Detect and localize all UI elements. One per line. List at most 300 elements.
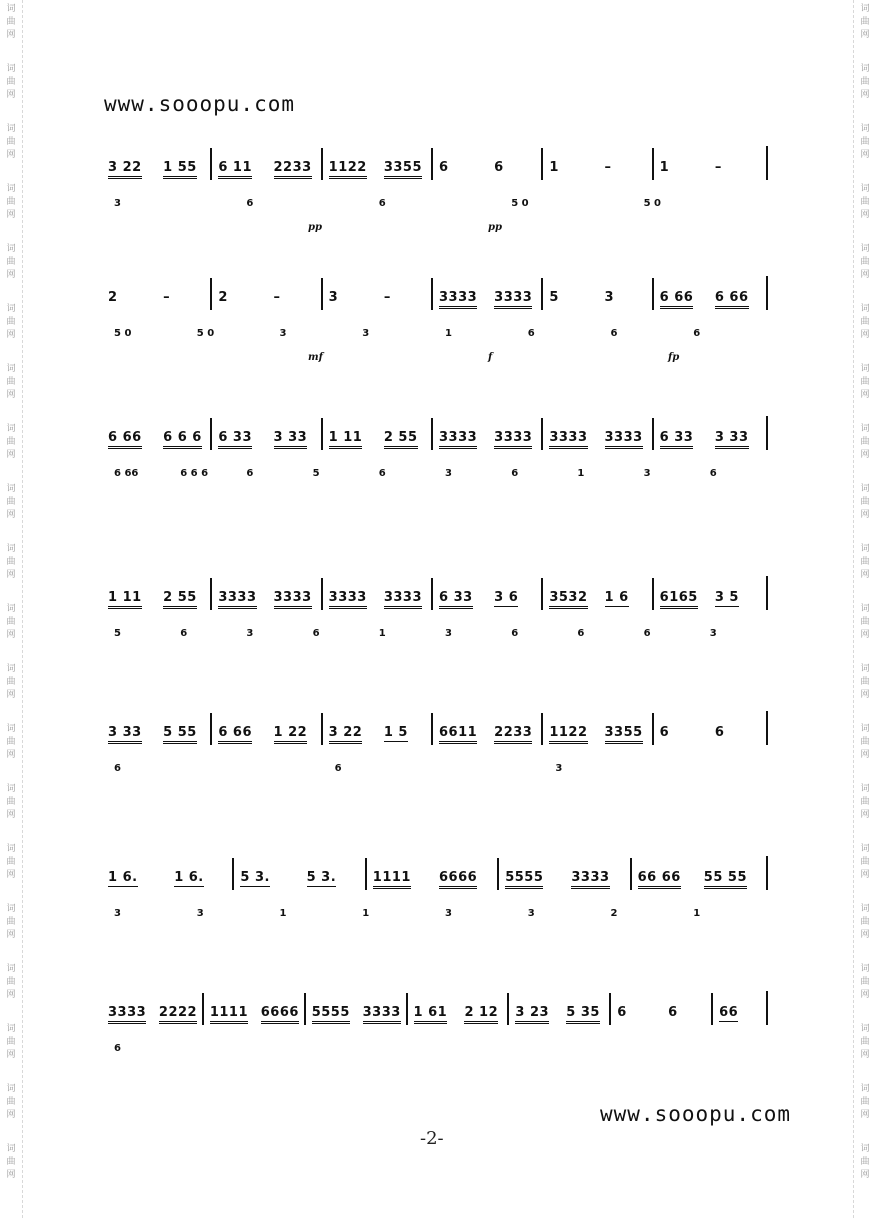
dynamic-marking: fp [668,352,680,363]
melody-note: 1 11 [329,430,363,449]
watermark-char: 网 [860,1110,870,1120]
melody-note: 2222 [159,1005,197,1024]
watermark-char: 网 [6,30,16,40]
accompaniment-note: 6 [378,468,386,479]
barline [652,578,654,610]
barline [431,418,433,450]
barline-end [766,711,768,745]
accompaniment-note: 6 [246,468,254,479]
accompaniment-note: 3 [246,628,254,639]
watermark-char: 网 [6,930,16,940]
accompaniment-note: 3 [643,468,651,479]
melody-note: 3333 [363,1005,401,1024]
watermark-char: 曲 [860,1157,870,1167]
accompaniment-note: 6 [511,628,519,639]
melody-note: 6 [668,1005,678,1020]
accompaniment-note: 6 [643,628,651,639]
watermark-char: 曲 [860,797,870,807]
barline [652,278,654,310]
watermark-char: 网 [860,30,870,40]
watermark-char: 曲 [860,1037,870,1047]
barline [652,148,654,180]
watermark-char: 网 [860,90,870,100]
watermark-char: 网 [6,570,16,580]
right-watermark-strip [853,0,876,1218]
watermark-char: 网 [6,270,16,280]
watermark-char: 词 [860,244,870,254]
melody-note: 1 [659,160,670,175]
watermark-char: 网 [860,630,870,640]
melody-note: 6 11 [218,160,252,179]
watermark-char: 曲 [6,857,16,867]
melody-note: – [273,290,281,305]
melody-note: 1111 [210,1005,248,1024]
melody-note: 55 55 [704,870,747,889]
melody-note: 3532 [549,590,587,609]
watermark-char: 词 [6,364,16,374]
melody-note: 3333 [439,290,477,309]
melody-note: 6 66 [108,430,142,449]
melody-note: 6 66 [715,290,749,309]
barline [541,148,543,180]
melody-note: 6165 [660,590,698,609]
dynamic-marking: mf [308,352,323,363]
barline [210,578,212,610]
accompaniment-note: 3 [114,908,121,919]
barline [406,993,408,1025]
watermark-char: 网 [6,990,16,1000]
watermark-char: 曲 [860,857,870,867]
watermark-char: 网 [6,450,16,460]
watermark-char: 词 [860,604,870,614]
watermark-char: 词 [860,964,870,974]
melody-note: 3355 [605,725,643,744]
watermark-char: 词 [860,1144,870,1154]
watermark-char: 曲 [6,137,16,147]
melody-note: 1 [549,160,559,175]
melody-note: 1 61 [414,1005,448,1024]
melody-note: – [163,290,171,305]
watermark-char: 词 [6,664,16,674]
melody-note: 1111 [373,870,411,889]
accompaniment-note: 6 66 [114,468,139,479]
watermark-char: 曲 [860,137,870,147]
melody-note: 5 55 [163,725,197,744]
watermark-char: 词 [860,1024,870,1034]
melody-note: 6 [494,160,504,175]
melody-note: 6 [617,1005,627,1020]
barline [541,713,543,745]
accompaniment-note: 5 0 [114,328,132,339]
barline [609,993,611,1025]
watermark-char: 词 [6,184,16,194]
watermark-char: 网 [860,990,870,1000]
melody-note: 6 [659,725,670,740]
watermark-char: 网 [860,1170,870,1180]
melody-note: 6 [714,725,725,740]
melody-note: 1 55 [163,160,197,179]
barline [321,278,323,310]
watermark-char: 网 [860,870,870,880]
accompaniment-note: 3 [114,198,121,209]
watermark-char: 曲 [860,497,870,507]
melody-note: 6 66 [660,290,694,309]
melody-note: 6 33 [660,430,694,449]
melody-note: 6666 [439,870,477,889]
barline [431,578,433,610]
watermark-char: 曲 [6,377,16,387]
melody-note: – [604,160,612,175]
watermark-char: 词 [6,244,16,254]
watermark-char: 词 [860,664,870,674]
watermark-char: 网 [860,750,870,760]
watermark-char: 词 [6,1084,16,1094]
watermark-char: 网 [860,510,870,520]
melody-note: 3 [328,290,339,305]
barline [210,418,212,450]
accompaniment-note: 6 [246,198,254,209]
dynamic-marking: pp [488,222,502,233]
melody-note: 3 5 [714,590,739,605]
watermark-char: 词 [6,4,16,14]
barline [541,418,543,450]
melody-note: 5 3. [240,870,270,885]
watermark-char: 曲 [6,797,16,807]
melody-note: 6 [439,160,449,175]
melody-note: 1 6. [174,870,204,885]
watermark-char: 网 [860,930,870,940]
melody-note: 2 55 [384,430,418,449]
watermark-char: 曲 [6,77,16,87]
watermark-char: 曲 [6,977,16,987]
watermark-char: 曲 [860,617,870,627]
accompaniment-note: 6 [511,468,519,479]
barline [630,858,632,890]
watermark-char: 词 [860,484,870,494]
barline-end [766,576,768,610]
melody-note: 66 66 [638,870,681,889]
watermark-char: 词 [6,724,16,734]
melody-note: 1 6. [108,870,138,885]
melody-note: 5555 [312,1005,350,1024]
watermark-char: 曲 [860,1097,870,1107]
accompaniment-note: 6 [693,328,701,339]
melody-note: 3 33 [715,430,749,449]
accompaniment-note: 1 [577,468,585,479]
watermark-char: 网 [6,210,16,220]
watermark-char: 曲 [860,257,870,267]
accompaniment-note: 1 [445,328,452,339]
accompaniment-note: 2 [610,908,618,919]
accompaniment-note: 1 [279,908,287,919]
watermark-char: 词 [6,484,16,494]
melody-note: 2 55 [163,590,197,609]
watermark-char: 网 [860,390,870,400]
watermark-char: 网 [6,630,16,640]
melody-note: 5 [549,290,559,305]
accompaniment-note: 6 [527,328,535,339]
barline [365,858,367,890]
accompaniment-note: 3 [445,628,452,639]
melody-note: 6 66 [218,725,252,744]
watermark-char: 网 [860,810,870,820]
melody-note: 2 12 [464,1005,498,1024]
watermark-char: 网 [860,570,870,580]
barline [321,713,323,745]
watermark-char: 曲 [6,677,16,687]
watermark-char: 网 [6,1170,16,1180]
barline-end [766,276,768,310]
watermark-char: 网 [860,270,870,280]
accompaniment-note: 3 [709,628,717,639]
melody-note: 2 [108,290,118,305]
accompaniment-note: 3 [196,908,204,919]
watermark-char: 曲 [860,197,870,207]
watermark-char: 词 [6,1024,16,1034]
watermark-char: 词 [6,124,16,134]
melody-note: 1 6 [604,590,629,605]
watermark-char: 词 [860,424,870,434]
melody-note: 5 3. [306,870,337,885]
melody-note: 3 33 [108,725,142,744]
accompaniment-note: 3 [555,763,563,774]
watermark-char: 词 [6,64,16,74]
watermark-char: 曲 [860,437,870,447]
accompaniment-note: 6 [709,468,717,479]
watermark-char: 网 [860,450,870,460]
melody-note: – [383,290,391,305]
watermark-char: 词 [860,724,870,734]
watermark-char: 词 [860,544,870,554]
watermark-char: 词 [6,604,16,614]
barline-end [766,416,768,450]
watermark-char: 网 [860,690,870,700]
melody-note: 5555 [505,870,543,889]
header-url: www.sooopu.com [104,92,296,116]
accompaniment-note: 3 [445,468,452,479]
watermark-char: 网 [6,150,16,160]
melody-note: 3333 [571,870,609,889]
watermark-char: 词 [6,424,16,434]
melody-note: 2233 [494,725,532,744]
watermark-char: 网 [6,810,16,820]
watermark-char: 曲 [860,917,870,927]
melody-note: 3333 [274,590,312,609]
watermark-char: 词 [860,64,870,74]
watermark-char: 曲 [6,17,16,27]
accompaniment-note: 1 [378,628,386,639]
barline [431,713,433,745]
watermark-char: 词 [860,1084,870,1094]
watermark-char: 曲 [860,17,870,27]
accompaniment-note: 6 [180,628,188,639]
watermark-char: 曲 [6,557,16,567]
melody-note: 1122 [549,725,587,744]
watermark-char: 词 [6,304,16,314]
watermark-char: 曲 [6,437,16,447]
watermark-char: 曲 [6,317,16,327]
page-number: -2- [420,1128,444,1149]
barline [711,993,713,1025]
watermark-char: 曲 [6,497,16,507]
melody-note: 3333 [218,590,256,609]
melody-note: 6666 [261,1005,299,1024]
watermark-char: 曲 [6,617,16,627]
watermark-char: 词 [860,184,870,194]
watermark-char: 曲 [860,977,870,987]
watermark-char: 网 [6,90,16,100]
barline [210,713,212,745]
watermark-char: 网 [860,1050,870,1060]
melody-note: 3333 [549,430,587,449]
watermark-char: 曲 [860,317,870,327]
accompaniment-note: 1 [362,908,370,919]
melody-note: 3333 [439,430,477,449]
watermark-char: 曲 [860,77,870,87]
melody-note: 3 33 [274,430,308,449]
watermark-char: 词 [860,904,870,914]
melody-note: 1 22 [274,725,308,744]
barline [210,278,212,310]
melody-note: 3 23 [515,1005,549,1024]
barline [321,418,323,450]
accompaniment-note: 6 [312,628,320,639]
watermark-char: 网 [860,150,870,160]
barline [431,148,433,180]
watermark-char: 网 [6,510,16,520]
barline [304,993,306,1025]
melody-note: 3 22 [329,725,363,744]
dynamic-marking: pp [308,222,322,233]
melody-note: 3333 [108,1005,146,1024]
barline [210,148,212,180]
melody-note: 3 6 [494,590,519,605]
watermark-char: 词 [860,304,870,314]
melody-note: 3333 [494,430,532,449]
watermark-char: 网 [6,330,16,340]
melody-note: 2 [218,290,228,305]
accompaniment-note: 1 [693,908,701,919]
melody-note: 3333 [605,430,643,449]
accompaniment-note: 6 [114,763,121,774]
watermark-char: 词 [6,784,16,794]
watermark-char: 词 [6,844,16,854]
melody-note: 1122 [329,160,367,179]
accompaniment-note: 6 [610,328,618,339]
barline [321,148,323,180]
barline [541,278,543,310]
accompaniment-note: 5 0 [643,198,661,209]
accompaniment-note: 5 0 [196,328,215,339]
barline [321,578,323,610]
watermark-char: 网 [860,330,870,340]
melody-note: 6611 [439,725,477,744]
melody-note: 3333 [494,290,532,309]
watermark-char: 网 [6,690,16,700]
accompaniment-note: 6 [334,763,342,774]
accompaniment-note: 6 6 6 [180,468,209,479]
melody-note: 3333 [384,590,422,609]
footer-url: www.sooopu.com [600,1102,792,1126]
watermark-char: 网 [6,1050,16,1060]
accompaniment-note: 6 [577,628,585,639]
watermark-char: 词 [6,904,16,914]
melody-note: 66 [719,1005,739,1020]
melody-note: 1 5 [383,725,408,740]
watermark-char: 曲 [6,257,16,267]
accompaniment-note: 5 0 [511,198,529,209]
watermark-char: 词 [860,844,870,854]
accompaniment-note: 3 [362,328,370,339]
barline [652,713,654,745]
left-watermark-strip [0,0,23,1218]
barline-end [766,146,768,180]
watermark-char: 曲 [860,677,870,687]
watermark-char: 曲 [860,377,870,387]
watermark-char: 曲 [6,1037,16,1047]
accompaniment-note: 6 [378,198,386,209]
barline [497,858,499,890]
watermark-char: 网 [6,1110,16,1120]
accompaniment-note: 5 [312,468,320,479]
melody-note: 5 35 [566,1005,600,1024]
watermark-char: 词 [860,784,870,794]
barline [652,418,654,450]
watermark-char: 词 [860,364,870,374]
accompaniment-note: 5 [114,628,121,639]
watermark-char: 曲 [860,557,870,567]
dynamic-marking: f [488,352,493,363]
watermark-char: 网 [6,750,16,760]
melody-note: 6 33 [218,430,252,449]
watermark-char: 词 [860,124,870,134]
watermark-char: 曲 [6,197,16,207]
barline-end [766,856,768,890]
watermark-char: 词 [860,4,870,14]
melody-note: – [714,160,722,175]
watermark-char: 网 [860,210,870,220]
watermark-char: 网 [6,870,16,880]
watermark-char: 曲 [6,917,16,927]
watermark-char: 词 [6,1144,16,1154]
watermark-char: 曲 [6,1157,16,1167]
melody-note: 3355 [384,160,422,179]
melody-note: 3 [604,290,615,305]
accompaniment-note: 6 [114,1043,121,1054]
melody-note: 3333 [329,590,367,609]
watermark-char: 网 [6,390,16,400]
watermark-char: 曲 [6,1097,16,1107]
melody-note: 2233 [274,160,312,179]
barline-end [766,991,768,1025]
melody-note: 6 33 [439,590,473,609]
barline [541,578,543,610]
watermark-char: 词 [6,544,16,554]
barline [232,858,234,890]
barline [431,278,433,310]
barline [507,993,509,1025]
melody-note: 3 22 [108,160,142,179]
accompaniment-note: 3 [527,908,535,919]
watermark-char: 曲 [860,737,870,747]
accompaniment-note: 3 [445,908,452,919]
accompaniment-note: 3 [279,328,287,339]
watermark-char: 曲 [6,737,16,747]
melody-note: 1 11 [108,590,142,609]
barline [202,993,204,1025]
melody-note: 6 6 6 [163,430,202,449]
watermark-char: 词 [6,964,16,974]
